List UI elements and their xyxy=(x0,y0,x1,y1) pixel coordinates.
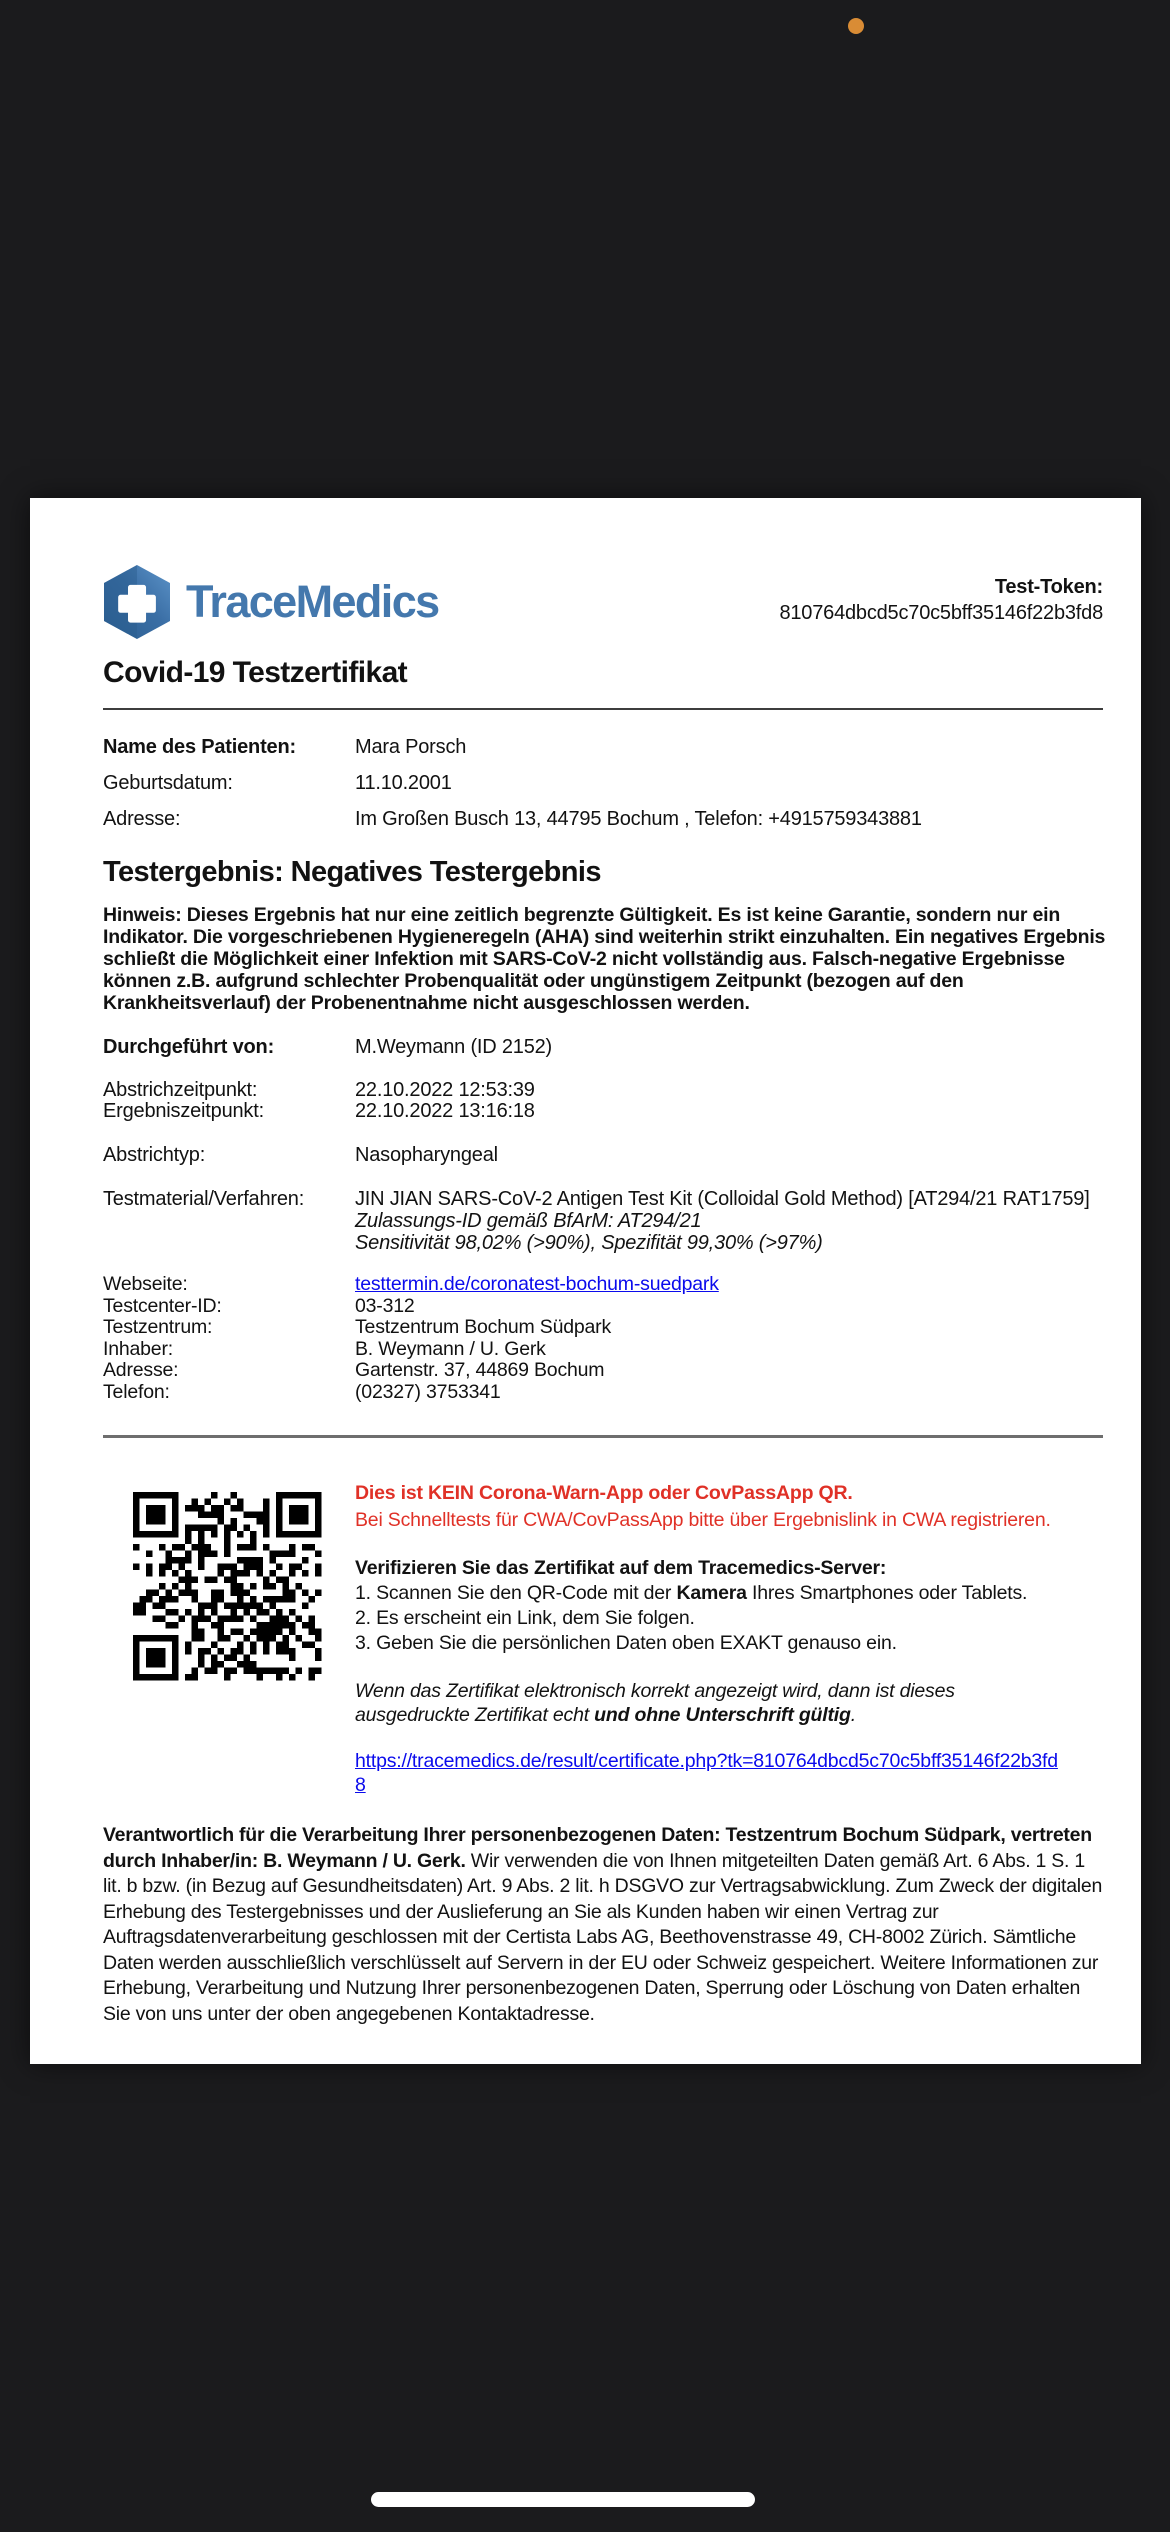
test-kit-name: JIN JIAN SARS-CoV-2 Antigen Test Kit (Colloidal Gold Method) [AT294/21 RAT1759] xyxy=(355,1188,1090,1210)
verify-step-3: 3. Geben Sie die persönlichen Daten oben EXAKT genauso ein. xyxy=(355,1632,897,1654)
testcenter-id-label: Testcenter-ID: xyxy=(103,1294,222,1317)
center-address-label: Adresse: xyxy=(103,1359,179,1381)
tracemedics-brand xyxy=(103,564,439,640)
document-header xyxy=(103,564,1103,640)
testcenter-contact-table xyxy=(103,1274,1103,1403)
test-material-label: Testmaterial/Verfahren: xyxy=(103,1188,305,1210)
section-divider xyxy=(103,1435,1103,1438)
qr-code xyxy=(123,1482,331,1690)
table-row xyxy=(103,1296,1103,1318)
table-row xyxy=(103,1339,1103,1361)
verify-step-2: 2. Es erscheint ein Link, dem Sie folgen. xyxy=(355,1607,695,1629)
birthdate-value: 11.10.2001 xyxy=(355,772,452,794)
test-token-block xyxy=(779,564,1103,626)
table-row xyxy=(103,1144,1103,1166)
patient-name-label: Name des Patienten: xyxy=(103,736,296,758)
home-indicator[interactable] xyxy=(371,2492,755,2507)
table-row xyxy=(103,1382,1103,1404)
privacy-paragraph xyxy=(103,1823,1108,2027)
test-token-label: Test-Token: xyxy=(994,576,1103,598)
address-label: Adresse: xyxy=(103,808,181,830)
result-time-value: 22.10.2022 13:16:18 xyxy=(355,1100,535,1122)
page-title: Covid-19 Testzertifikat xyxy=(103,656,408,689)
swab-time-label: Abstrichzeitpunkt: xyxy=(103,1079,258,1101)
table-row xyxy=(103,1101,1103,1122)
table-row xyxy=(103,1360,1103,1382)
microphone-indicator-dot xyxy=(848,18,864,34)
verify-step-1: 1. Scannen Sie den QR-Code mit der Kamera Ihres Smartphones oder Tablets. xyxy=(355,1582,1028,1604)
qr-verification-section xyxy=(103,1482,1103,1797)
tracemedics-logo-icon xyxy=(103,564,171,640)
website-label: Webseite: xyxy=(103,1273,188,1295)
validity-note: Wenn das Zertifikat elektronisch korrekt angezeigt wird, dann ist dieses ausgedruckte Zertifikat echt und ohne Unterschrift gültig. xyxy=(355,1680,955,1726)
owner-label: Inhaber: xyxy=(103,1337,173,1360)
result-time-label: Ergebniszeitpunkt: xyxy=(103,1100,264,1122)
table-row xyxy=(103,736,1103,758)
performed-by-value: M.Weymann (ID 2152) xyxy=(355,1036,553,1058)
title-divider xyxy=(103,708,1103,710)
table-row xyxy=(103,772,1103,794)
camera-word: Kamera xyxy=(676,1582,747,1604)
patient-info-table xyxy=(103,736,1103,830)
qr-instructions xyxy=(355,1482,1085,1797)
verify-heading: Verifizieren Sie das Zertifikat auf dem Tracemedics-Server: xyxy=(355,1557,887,1579)
no-signature-bold: und ohne Unterschrift gültig xyxy=(594,1704,851,1726)
performed-by-label: Durchgeführt von: xyxy=(103,1036,275,1058)
testcenter-id-value: 03-312 xyxy=(355,1294,415,1317)
swab-type-label: Abstrichtyp: xyxy=(103,1144,206,1166)
birthdate-label: Geburtsdatum: xyxy=(103,772,233,794)
testcenter-name-label: Testzentrum: xyxy=(103,1316,213,1338)
test-details-table xyxy=(103,1036,1103,1254)
phone-value: (02327) 3753341 xyxy=(355,1380,501,1403)
qr-warning-regular: Bei Schnelltests für CWA/CovPassApp bitte über Ergebnislink in CWA registrieren. xyxy=(355,1509,1051,1531)
certificate-result-link[interactable]: https://tracemedics.de/result/certificate.php?tk=810764dbcd5c70c5bff35146f22b3fd8 xyxy=(355,1750,1058,1796)
pdf-certificate-page xyxy=(30,498,1141,2064)
approval-id: Zulassungs-ID gemäß BfArM: AT294/21 xyxy=(355,1210,702,1232)
result-notice-paragraph: Hinweis: Dieses Ergebnis hat nur eine zeitlich begrenzte Gültigkeit. Es ist keine Garantie, sondern nur ein Indikator. Die vorgeschriebenen Hygieneregeln (AHA) sind weiterhin strikt einzuhalten. Ein negatives Ergebnis schließt die Möglichkeit einer Infektion mit SARS-CoV-2 nicht vollständig aus. Falsch-negative Ergebnisse können z.B. aufgrund schlechter Probenqualität oder ungünstigem Zeitpunkt (bezogen auf den Krankheitsverlauf) der Probenentnahme nicht ausgeschlossen werden. xyxy=(103,904,1106,1014)
website-link[interactable]: testtermin.de/coronatest-bochum-suedpark xyxy=(355,1273,719,1295)
table-row xyxy=(103,1317,1103,1339)
table-row xyxy=(103,1274,1103,1296)
table-row xyxy=(103,1080,1103,1101)
phone-label: Telefon: xyxy=(103,1380,170,1403)
privacy-body-text: Wir verwenden die von Ihnen mitgeteilten Daten gemäß Art. 6 Abs. 1 S. 1 lit. b bzw. (in Bezug auf Gesundheitsdaten) Art. 9 Abs. 2 lit. h DSGVO zur Vertragsabwicklung. Zum Zweck der digitalen Erhebung des Testergebnisses und der Auslieferung an Sie als Kunden haben wir einen Vertrag zur Auftragsdatenverarbeitung geschlossen mit der Certista Labs AG, Beethovenstrasse 49, CH-8002 Zürich. Sämtliche Daten werden ausschließlich verschlüsselt auf Servern in der EU oder Schweiz gespeichert. Weitere Informationen zur Erhebung, Verarbeitung und Nutzung Ihrer personenbezogenen Daten, Sperrung oder Löschung von Daten erhalten Sie von uns unter der oben angegebenen Kontaktadresse. xyxy=(103,1849,1103,2025)
table-row xyxy=(103,808,1103,830)
testcenter-name-value: Testzentrum Bochum Südpark xyxy=(355,1316,612,1338)
test-result-heading: Testergebnis: Negatives Testergebnis xyxy=(103,856,601,888)
swab-type-value: Nasopharyngeal xyxy=(355,1144,498,1166)
brand-name: TraceMedics xyxy=(186,576,439,627)
test-material-value xyxy=(355,1188,1090,1254)
center-address-value: Gartenstr. 37, 44869 Bochum xyxy=(355,1359,605,1381)
address-value: Im Großen Busch 13, 44795 Bochum , Telefon: +4915759343881 xyxy=(355,808,922,830)
patient-name-value: Mara Porsch xyxy=(355,736,467,758)
table-row xyxy=(103,1036,1103,1058)
privacy-responsible-bold: Verantwortlich für die Verarbeitung Ihrer personenbezogenen Daten: Testzentrum Bochum Südpark, vertreten durch Inhaber/in: B. Weymann / U. Gerk. xyxy=(103,1824,1092,1872)
test-token-value: 810764dbcd5c70c5bff35146f22b3fd8 xyxy=(779,602,1103,624)
table-row xyxy=(103,1188,1103,1254)
sensitivity-specificity: Sensitivität 98,02% (>90%), Spezifität 99,30% (>97%) xyxy=(355,1232,823,1254)
owner-value: B. Weymann / U. Gerk xyxy=(355,1337,546,1360)
swab-time-value: 22.10.2022 12:53:39 xyxy=(355,1079,535,1101)
qr-warning-bold: Dies ist KEIN Corona-Warn-App oder CovPassApp QR. xyxy=(355,1482,853,1504)
